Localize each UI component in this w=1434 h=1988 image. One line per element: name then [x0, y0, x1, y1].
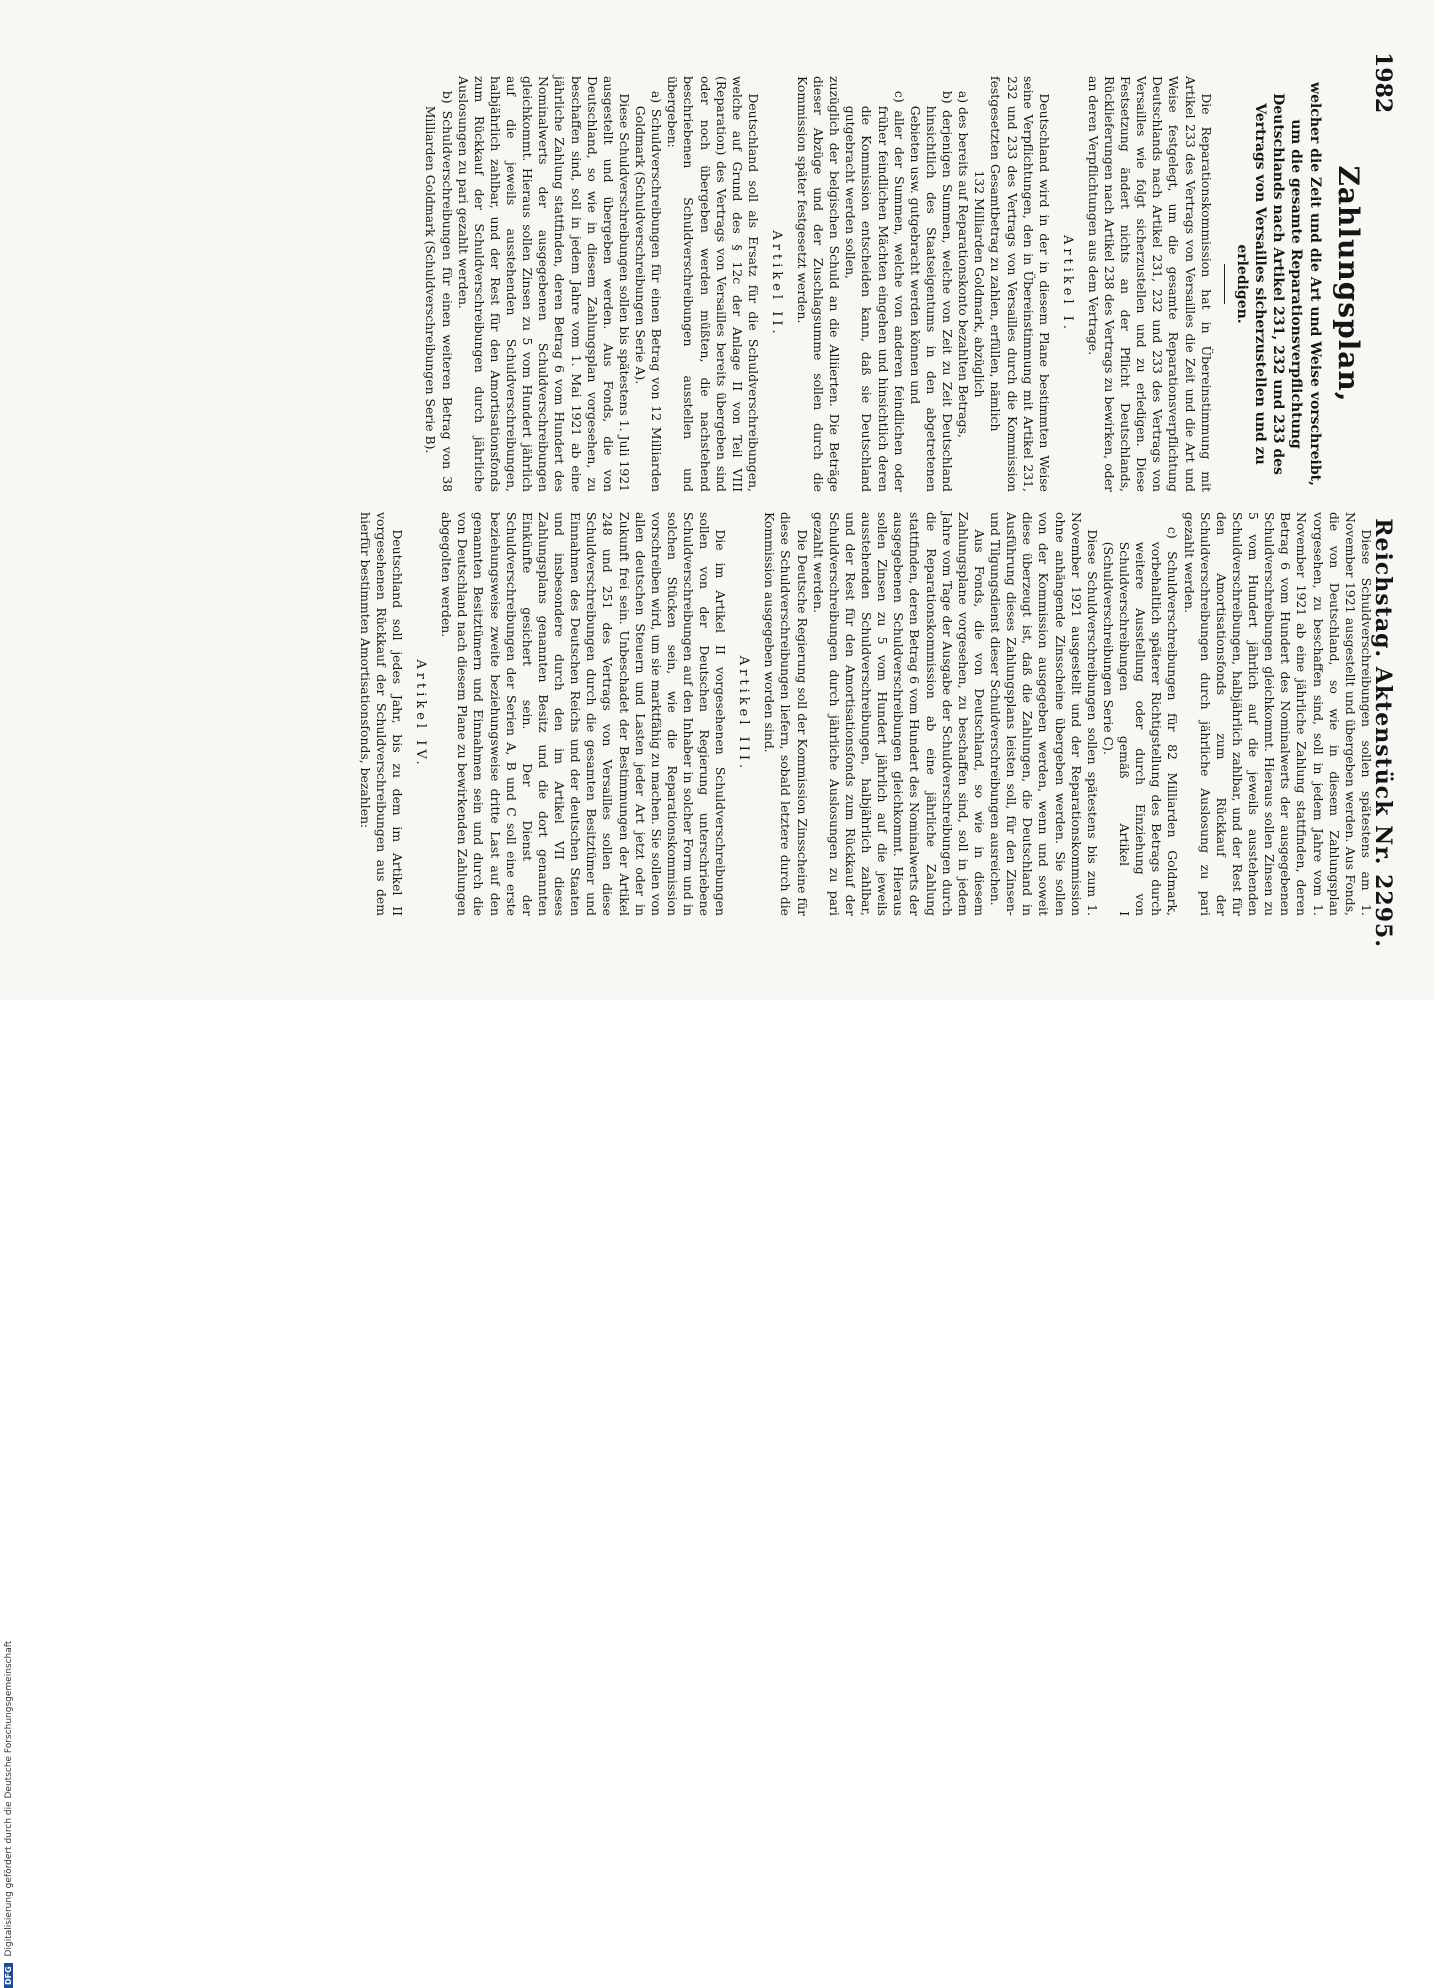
article-1-item-c: c) aller der Summen, welche von anderen feindlichen oder früher feindlichen Mächten eingehen und hinsichtlich deren die Kommission entscheiden kann, daß sie Deutschland gutgebracht werden sollen, [843, 90, 907, 492]
article-3-text: Die im Artikel II vorgesehenen Schuldverschreibungen sollen von der Deutschen Regierung unterschriebene Schuldverschreibungen auf den Inhaber in solcher Form und in solchen Stücken sein, wie die Reparationskommission vorschreiben wird, um sie marktfähig zu machen. Sie sollen von allen deutschen Steuern und Lasten jeder Art jetzt oder in Zukunft frei sein. Unbeschadet der Bestimmungen der Artikel 248 und 251 des Vertrags von Versailles sollen diese Schuldverschreibungen durch die gesamten Besitztümer und Einnahmen des Deutschen Reichs und der deutschen Staaten und insbesondere durch den im Artikel VII dieses Zahlungsplans genannten Besitz und die dort genannten Einkünfte gesichert sein. Der Dienst der Schuldverschreibungen der Serien A, B und C soll eine erste beziehungsweise zweite beziehungsweise dritte Last auf den genannten Besitztümern und Einnahmen sein und durch die von Deutschland nach diesem Plane zu bewirkenden Zahlungen abgegolten werden. [439, 512, 729, 916]
document-title: Zahlungsplan, [1332, 165, 1365, 403]
article-1-item-b: b) derjenigen Summen, welche von Zeit zu Zeit Deutschland hinsichtlich des Staatseigentums in den abgetretenen Gebieten usw. gutgebracht werden können und [907, 90, 956, 492]
item-c-text-4: Die Deutsche Regierung soll der Kommission Zinsscheine für diese Schuldverschreibungen liefern, sobald letztere durch die Kommission ausgegeben worden sind. [762, 512, 810, 916]
item-b-text: Diese Schuldverschreibungen sollen spätestens am 1. November 1921 ausgestellt und übergeben werden. Aus Fonds, die von Deutschland, so wie in diesem Zahlungsplan vorgesehen, zu beschaffen sind, soll in jedem Jahre vom 1. November 1921 ab eine jährliche Zahlung stattfinden, deren Betrag 6 vom Hundert des Nominalwerts der ausgegebenen Schuldverschreibungen gleichkommt. Hieraus sollen Zinsen zu 5 vom Hundert jährlich auf die jeweils ausstehenden Schuldverschreibungen, halbjährlich zahlbar, und der Rest für den Amortisationsfonds zum Rückkauf der Schuldverschreibungen durch jährliche Auslosung zu pari gezahlt werden. [1181, 512, 1374, 916]
footer-text: Digitalisierung gefördert durch die Deutsche Forschungsgemeinschaft [4, 1640, 14, 1957]
article-1-tail: zuzüglich der belgischen Schuld an die Alliierten. Die Beträge dieser Abzüge und der Zuschlagsumme sollen durch die Kommission später festgesetzt werden. [794, 76, 843, 492]
article-3-heading: Artikel III. [736, 655, 752, 773]
item-c-text-2: Diese Schuldverschreibungen sollen spätestens bis zum 1. November 1921 ausgestellt und der Reparationskommission ohne anhängende Zinsscheine übergeben werden. Sie sollen von der Kommission ausgegeben werden, wenn und soweit diese überzeugt ist, daß die Zahlungen, die Deutschland in Ausführung dieses Zahlungsplans leisten soll, für den Zinsen- und Tilgungsdienst dieser Schuldverschreibungen ausreichen. [988, 512, 1100, 916]
article-1-text: Deutschland wird in der in diesem Plane bestimmten Weise seine Verpflichtungen, den in Übereinstimmung mit Artikel 231, 232 und 233 des Vertrags von Versailles durch die Kommission festgesetzten Gesamtbetrag zu zahlen, erfüllen, nämlich [988, 76, 1052, 492]
article-2-heading: Artikel II. [768, 230, 784, 338]
article-2-item-a: a) Schuldverschreibungen für einen Betrag von 12 Milliarden Goldmark (Schuldverschreibungen Serie A). [633, 90, 665, 492]
document-subtitle: welcher die Zeit und die Art und Weise vorschreibt, um die gesamte Reparationsverpflichtung Deutschlands nach Artikel 231, 232 und 233 des Vertrags von Versailles sicherzustellen und zu erledigen. [1233, 82, 1323, 486]
article-4-text: Deutschland soll jedes Jahr, bis zu dem im Artikel II vorgesehenen Rückkauf der Schuldverschreibungen aus dem hierfür bestimmten Amortisationsfonds, bezahlen: [357, 512, 406, 916]
article-4-heading: Artikel IV. [413, 659, 429, 769]
intro-paragraph: Die Reparationskommission hat in Übereinstimmung mit Artikel 233 des Vertrags von Versailles die Zeit und die Art und Weise festgelegt, um die gesamte Reparationsverpflichtung Deutschlands nach Artikel 231, 232 und 233 des Vertrags von Versailles wie folgt sicherzustellen und zu erledigen. Diese Festsetzung ändert nichts an der Pflicht Deutschlands, Rücklieferungen nach Artikel 238 des Vertrags zu bewirken, oder an deren Verpflichtungen aus dem Vertrage. [1085, 76, 1214, 492]
digitization-footer [4, 988, 16, 1988]
separator [1224, 264, 1225, 304]
article-1-amount: 132 Milliarden Goldmark, abzüglich [972, 170, 988, 398]
right-column [357, 512, 1374, 916]
article-1-heading: Artikel I. [1059, 234, 1075, 334]
item-c: c) Schuldverschreibungen für 82 Milliarden Goldmark, vorbehaltlich späterer Richtigstellung des Betrags durch weitere Ausstellung oder durch Einziehung von Schuldverschreibungen gemäß Artikel I (Schuldverschreibungen Serie C). [1101, 526, 1181, 916]
article-2-text: Deutschland soll als Ersatz für die Schuldverschreibungen, welche auf Grund des § 12c der Anlage II von Teil VIII (Reparation) des Vertrags von Versailles bereits übergeben sind oder noch übergeben werden müßten, die nachstehend beschriebenen Schuldverschreibungen ausstellen und übergeben: [665, 76, 761, 492]
article-2-item-a-text: Diese Schuldverschreibungen sollen bis spätestens 1. Juli 1921 ausgestellt und übergeben werden. Aus Fonds, die von Deutschland, so wie in diesem Zahlungsplan vorgesehen, zu beschaffen sind, soll in jedem Jahre vom 1. Mai 1921 ab eine jährliche Zahlung stattfinden, deren Betrag 6 vom Hundert des Nominalwerts der ausgegebenen Schuldverschreibungen gleichkommt. Hieraus sollen Zinsen zu 5 vom Hundert jährlich auf die jeweils ausstehenden Schuldverschreibungen, halbjährlich zahlbar, und der Rest für den Amortisationsfonds zum Rückkauf der Schuldverschreibungen durch jährliche Auslosungen zu pari gezahlt werden. [455, 76, 632, 492]
left-column [422, 76, 1374, 492]
header-title: Reichstag. Aktenstück Nr. 2295. [1370, 518, 1396, 948]
dfg-logo: DFG [4, 1963, 13, 1988]
item-c-text-3: Aus Fonds, die von Deutschland, so wie in diesem Zahlungsplane vorgesehen, zu beschaffen sind, soll in jedem Jahre vom Tage der Ausgabe der Schuldverschreibungen durch die Reparationskommission ab eine jährliche Zahlung stattfinden, deren Betrag 6 vom Hundert des Nominalwerts der ausgegebenen Schuldverschreibungen gleichkommt. Hieraus sollen Zinsen zu 5 vom Hundert jährlich auf die jeweils ausstehenden Schuldverschreibungen, halbjährlich zahlbar, und der Rest für den Amortisationsfonds zum Rückkauf der Schuldverschreibungen durch jährliche Auslosungen zu pari gezahlt werden. [810, 512, 987, 916]
page-number: 1982 [1370, 52, 1396, 114]
article-1-item-a: a) des bereits auf Reparationskonto bezahlten Betrags, [956, 90, 972, 438]
article-2-item-b: b) Schuldverschreibungen für einen weiteren Betrag von 38 Milliarden Goldmark (Schuldverschreibungen Serie B). [423, 90, 455, 492]
